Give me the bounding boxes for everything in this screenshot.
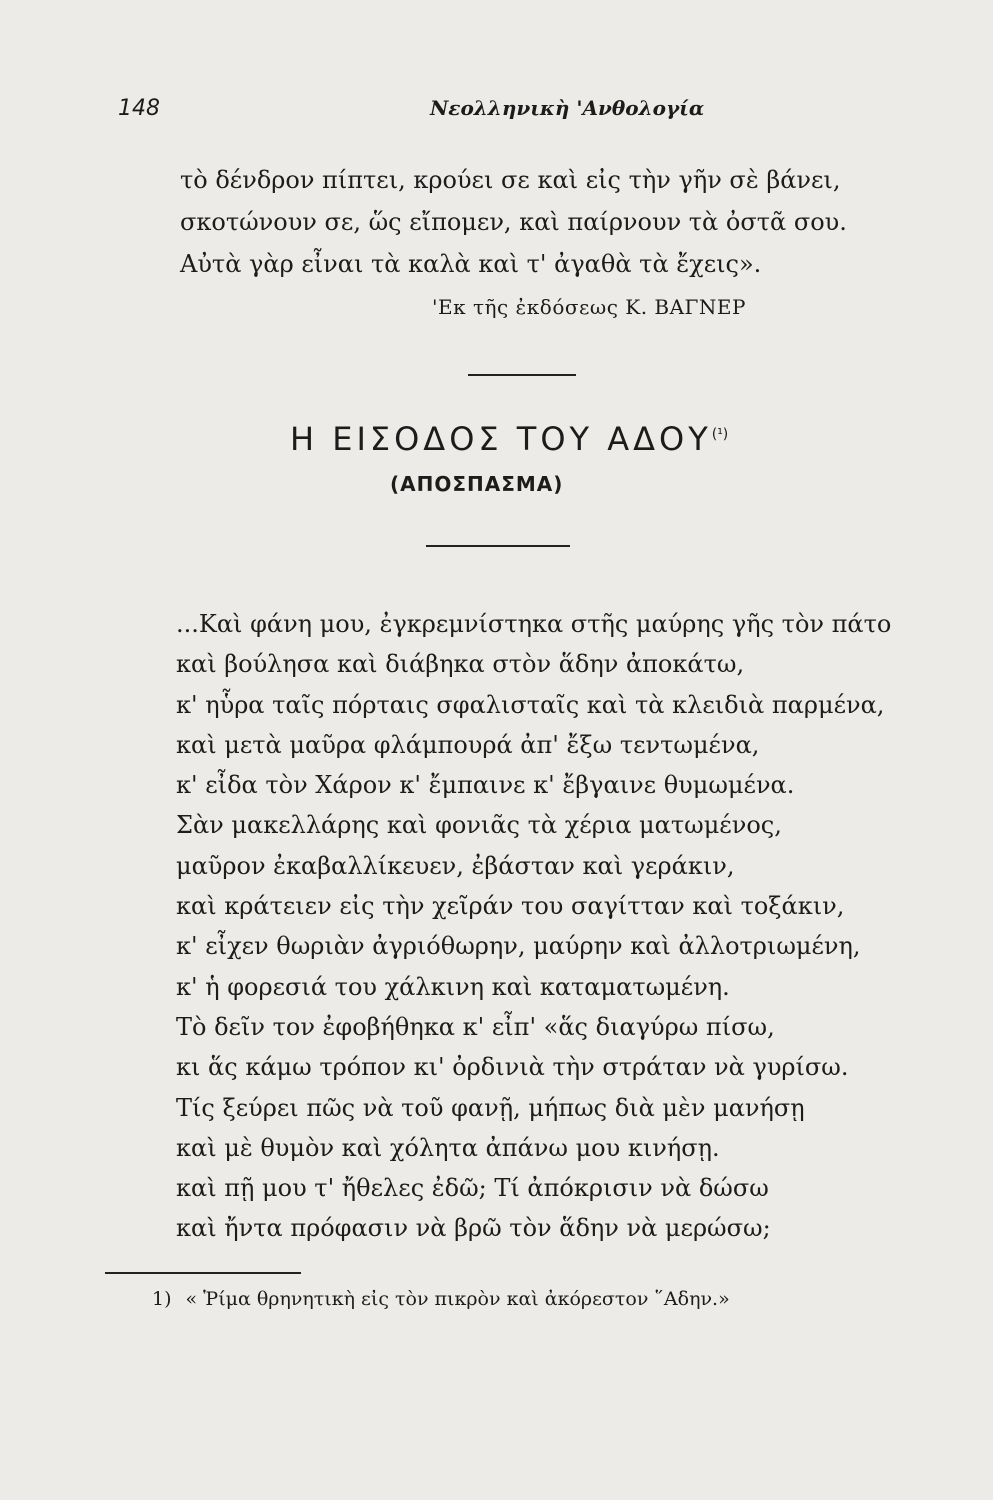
poem-line: καὶ βούλησα καὶ διάβηκα στὸν ἅδην ἀποκάτω, xyxy=(176,650,745,679)
footnote-number: 1) xyxy=(152,1288,172,1310)
section-title xyxy=(290,420,728,458)
page-number: 148 xyxy=(118,96,160,121)
section-title-text: Η ΕΙΣΟΔΟΣ ΤΟΥ ΑΔΟΥ xyxy=(290,420,712,458)
poem-line: κ' εἶδα τὸν Χάρον κ' ἔμπαινε κ' ἔβγαινε θυμωμένα. xyxy=(176,771,795,800)
poem-line: καὶ κράτειεν εἰς τὴν χεῖράν του σαγίτταν καὶ τοξάκιν, xyxy=(176,892,845,921)
footnote xyxy=(152,1288,730,1310)
footnote-divider xyxy=(105,1272,301,1274)
poem-line: καὶ μὲ θυμὸν καὶ χόλητα ἀπάνω μου κινήσῃ. xyxy=(176,1133,720,1162)
section-divider-top xyxy=(468,374,576,376)
poem-line: ...Καὶ φάνη μου, ἐγκρεμνίστηκα στῆς μαύρης γῆς τὸν πάτο xyxy=(176,610,892,638)
poem-line: κ' ηὗρα ταῖς πόρταις σφαλισταῖς καὶ τὰ κλειδιὰ παρμένα, xyxy=(176,690,885,719)
poem-body xyxy=(176,612,891,1257)
verse-line: τὸ δένδρον πίπτει, κρούει σε καὶ εἰς τὴν γῆν σὲ βάνει, xyxy=(180,166,841,194)
poem-line: καὶ πῇ μου τ' ἤθελες ἐδῶ; Τί ἀπόκρισιν νὰ δώσω xyxy=(176,1174,769,1203)
footnote-reference: (¹) xyxy=(711,426,729,443)
poem-line: κι ἅς κάμω τρόπον κι' ὀρδινιὰ τὴν στράταν νὰ γυρίσω. xyxy=(176,1053,849,1082)
poem-line: Τὸ δεῖν τον ἐφοβήθηκα κ' εἶπ' «ἅς διαγύρω πίσω, xyxy=(176,1012,775,1041)
poem-line: Τίς ξεύρει πῶς νὰ τοῦ φανῇ, μήπως διὰ μὲν μανήσῃ xyxy=(176,1093,805,1122)
source-attribution: 'Εκ τῆς ἐκδόσεως Κ. ΒΑΓΝΕΡ xyxy=(432,295,746,319)
footnote-text: « Ῥίμα θρηνητικὴ εἰς τὸν πικρὸν καὶ ἀκόρεστον ῞Αδην.» xyxy=(185,1288,730,1310)
verse-line: σκοτώνουν σε, ὥς εἴπομεν, καὶ παίρνουν τὰ ὀστᾶ σου. xyxy=(180,208,847,236)
running-title: Νεολληνικὴ 'Ανθολογία xyxy=(430,96,705,120)
poem-line: κ' εἶχεν θωριὰν ἀγριόθωρην, μαύρην καὶ ἀλλοτριωμένη, xyxy=(176,932,861,961)
poem-line: μαῦρον ἐκαβαλλίκευεν, ἐβάσταν καὶ γεράκιν, xyxy=(176,851,735,880)
section-subtitle: (ΑΠΟΣΠΑΣΜΑ) xyxy=(390,472,564,496)
verse-line: Αὐτὰ γὰρ εἶναι τὰ καλὰ καὶ τ' ἀγαθὰ τὰ ἔχεις». xyxy=(180,250,762,278)
poem-line: καὶ μετὰ μαῦρα φλάμπουρά ἀπ' ἔξω τεντωμένα, xyxy=(176,730,760,759)
section-divider-bottom xyxy=(426,545,570,547)
continued-verse xyxy=(180,168,847,294)
running-header xyxy=(118,96,848,130)
poem-line: Σὰν μακελλάρης καὶ φονιᾶς τὰ χέρια ματωμένος, xyxy=(176,811,782,840)
poem-line: κ' ἡ φορεσιά του χάλκινη καὶ καταματωμένη. xyxy=(176,972,730,1001)
poem-line: καὶ ἤντα πρόφασιν νὰ βρῶ τὸν ἅδην νὰ μερώσω; xyxy=(176,1214,771,1243)
